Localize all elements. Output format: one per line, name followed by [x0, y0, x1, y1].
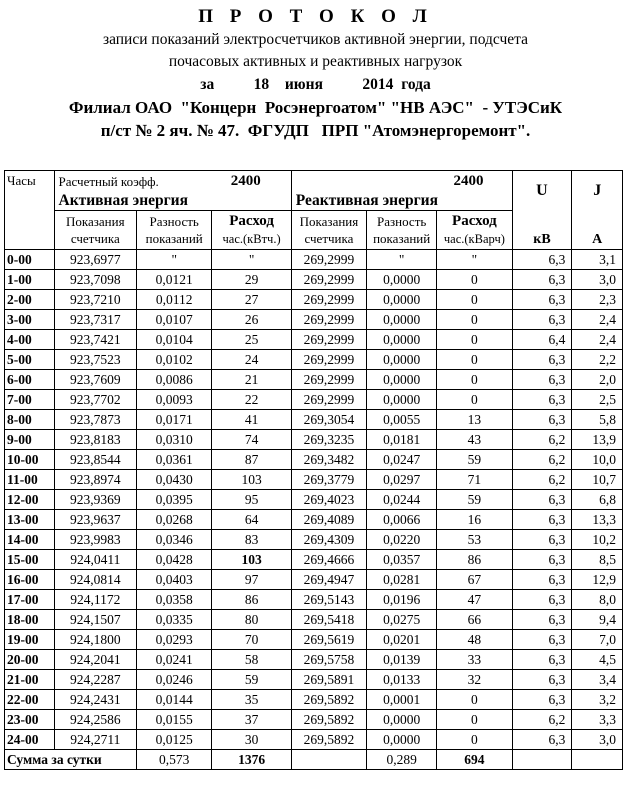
- reactive-reading-cell: 269,4947: [291, 570, 366, 590]
- total-active-consumption: 1376: [212, 750, 291, 770]
- protocol-title: П Р О Т О К О Л: [198, 6, 433, 27]
- hour-cell: 16-00: [5, 570, 55, 590]
- table-row: [5, 710, 623, 730]
- current-cell: 10,0: [572, 450, 623, 470]
- active-reading-cell: 923,7702: [54, 390, 137, 410]
- voltage-cell: 6,3: [512, 690, 572, 710]
- active-reading-cell: 923,9369: [54, 490, 137, 510]
- hour-cell: 3-00: [5, 310, 55, 330]
- voltage-cell: 6,3: [512, 730, 572, 750]
- reactive-diff-cell: 0,0139: [367, 650, 437, 670]
- voltage-cell: 6,4: [512, 330, 572, 350]
- reactive-diff-cell: 0,0281: [367, 570, 437, 590]
- reactive-diff-cell: 0,0000: [367, 710, 437, 730]
- active-reading-cell: 924,1172: [54, 590, 137, 610]
- table-row: [5, 490, 623, 510]
- reactive-coef-cell: [291, 171, 512, 192]
- active-consumption-cell: 26: [212, 310, 291, 330]
- reactive-diff-cell: 0,0244: [367, 490, 437, 510]
- voltage-cell: 6,2: [512, 470, 572, 490]
- active-consumption-cell: 58: [212, 650, 291, 670]
- active-consumption-cell: 97: [212, 570, 291, 590]
- protocol-date: [0, 73, 631, 96]
- current-cell: 3,1: [572, 250, 623, 270]
- current-cell: 13,9: [572, 430, 623, 450]
- coef-label: Расчетный коэфф.: [58, 173, 159, 189]
- active-diff-cell: 0,0361: [137, 450, 212, 470]
- reactive-consumption-cell: 0: [437, 330, 512, 350]
- table-row: [5, 690, 623, 710]
- reactive-reading-cell: 269,2999: [291, 370, 366, 390]
- active-diff-cell: 0,0112: [137, 290, 212, 310]
- table-row: [5, 270, 623, 290]
- active-reading-cell: 924,1800: [54, 630, 137, 650]
- voltage-cell: 6,3: [512, 650, 572, 670]
- active-consumption-cell: 86: [212, 590, 291, 610]
- reactive-diff-cell: ": [367, 250, 437, 270]
- table-row: [5, 510, 623, 530]
- active-consumption-cell: 70: [212, 630, 291, 650]
- voltage-cell: 6,3: [512, 670, 572, 690]
- reactive-reading-cell: 269,5143: [291, 590, 366, 610]
- empty-cell: [572, 750, 623, 770]
- branch-line: Филиал ОАО "Концерн Росэнергоатом" "НВ АЭС" - УТЭСиК: [68, 98, 563, 117]
- voltage-cell: 6,2: [512, 710, 572, 730]
- voltage-cell: 6,3: [512, 350, 572, 370]
- reactive-diff-cell: 0,0000: [367, 730, 437, 750]
- table-row: [5, 530, 623, 550]
- table-row: [5, 390, 623, 410]
- active-reading-cell: 924,0814: [54, 570, 137, 590]
- hour-cell: 6-00: [5, 370, 55, 390]
- active-reading-cell: 923,8183: [54, 430, 137, 450]
- reactive-diff-cell: 0,0000: [367, 330, 437, 350]
- reactive-reading-cell: 269,4309: [291, 530, 366, 550]
- active-reading-cell: 923,7317: [54, 310, 137, 330]
- active-diff-cell: 0,0155: [137, 710, 212, 730]
- hour-cell: 0-00: [5, 250, 55, 270]
- hour-cell: 4-00: [5, 330, 55, 350]
- reactive-reading-cell: 269,3054: [291, 410, 366, 430]
- current-cell: 8,0: [572, 590, 623, 610]
- table-row: [5, 630, 623, 650]
- hour-cell: 20-00: [5, 650, 55, 670]
- hour-cell: 8-00: [5, 410, 55, 430]
- hour-cell: 9-00: [5, 430, 55, 450]
- reactive-diff-cell: 0,0181: [367, 430, 437, 450]
- current-cell: 4,5: [572, 650, 623, 670]
- active-consumption-cell: 27: [212, 290, 291, 310]
- reactive-reading-cell: 269,4023: [291, 490, 366, 510]
- voltage-cell: 6,2: [512, 430, 572, 450]
- active-reading-cell: 923,7873: [54, 410, 137, 430]
- active-energy-title: Активная энергия: [54, 191, 291, 211]
- hour-cell: 11-00: [5, 470, 55, 490]
- active-diff-cell: 0,0241: [137, 650, 212, 670]
- hour-cell: 1-00: [5, 270, 55, 290]
- reactive-consumption-cell: 13: [437, 410, 512, 430]
- reactive-reading-cell: 269,5758: [291, 650, 366, 670]
- table-row: [5, 550, 623, 570]
- reactive-consumption-cell: 86: [437, 550, 512, 570]
- current-cell: 7,0: [572, 630, 623, 650]
- table-row: [5, 570, 623, 590]
- reactive-diff-cell: 0,0066: [367, 510, 437, 530]
- active-consumption-cell: 24: [212, 350, 291, 370]
- reactive-consumption-cell: 0: [437, 290, 512, 310]
- active-diff-cell: 0,0246: [137, 670, 212, 690]
- reactive-consumption-cell: 16: [437, 510, 512, 530]
- reactive-reading-cell: 269,2999: [291, 390, 366, 410]
- table-row: [5, 290, 623, 310]
- active-reading-cell: 923,9983: [54, 530, 137, 550]
- date-month: июня: [284, 76, 323, 93]
- totals-label: Сумма за сутки: [5, 750, 137, 770]
- reactive-reading-cell: 269,5619: [291, 630, 366, 650]
- hour-cell: 15-00: [5, 550, 55, 570]
- reactive-diff-cell: 0,0055: [367, 410, 437, 430]
- header-row-3: [5, 211, 623, 250]
- active-consumption-cell: ": [212, 250, 291, 270]
- reactive-diff-cell: 0,0201: [367, 630, 437, 650]
- reactive-consumption-cell: 53: [437, 530, 512, 550]
- active-reading-cell: 923,8974: [54, 470, 137, 490]
- active-reading-cell: 924,2287: [54, 670, 137, 690]
- date-prefix: за: [200, 76, 215, 93]
- active-diff-header: Разность показаний: [137, 211, 212, 250]
- protocol-subtitle-line1: записи показаний электросчетчиков активной энергии, подсчета: [102, 31, 529, 48]
- hour-cell: 10-00: [5, 450, 55, 470]
- reactive-diff-cell: 0,0196: [367, 590, 437, 610]
- j-header: J: [572, 171, 623, 211]
- reactive-consumption-cell: 0: [437, 270, 512, 290]
- reactive-consumption-cell: 0: [437, 710, 512, 730]
- reactive-consumption-cell: 59: [437, 490, 512, 510]
- protocol-subtitle-line2: почасовых активных и реактивных нагрузок: [168, 53, 463, 70]
- active-consumption-cell: 64: [212, 510, 291, 530]
- reactive-reading-cell: 269,3235: [291, 430, 366, 450]
- table-row: [5, 310, 623, 330]
- active-reading-cell: 923,9637: [54, 510, 137, 530]
- current-cell: 2,0: [572, 370, 623, 390]
- reactive-consumption-cell: 0: [437, 310, 512, 330]
- date-year: 2014 года: [362, 76, 431, 93]
- reactive-reading-cell: 269,4089: [291, 510, 366, 530]
- hour-cell: 18-00: [5, 610, 55, 630]
- reactive-diff-cell: 0,0000: [367, 290, 437, 310]
- voltage-cell: 6,3: [512, 510, 572, 530]
- reactive-diff-cell: 0,0000: [367, 350, 437, 370]
- u-unit: кВ: [512, 211, 572, 250]
- hour-cell: 21-00: [5, 670, 55, 690]
- active-reading-cell: 923,6977: [54, 250, 137, 270]
- active-consumption-cell: 83: [212, 530, 291, 550]
- current-cell: 13,3: [572, 510, 623, 530]
- reactive-diff-cell: 0,0000: [367, 370, 437, 390]
- reactive-diff-cell: 0,0000: [367, 310, 437, 330]
- active-reading-cell: 924,2586: [54, 710, 137, 730]
- reactive-reading-cell: 269,2999: [291, 290, 366, 310]
- current-cell: 5,8: [572, 410, 623, 430]
- active-coef-value: 2400: [230, 172, 261, 189]
- voltage-cell: 6,3: [512, 250, 572, 270]
- hour-cell: 19-00: [5, 630, 55, 650]
- hour-cell: 5-00: [5, 350, 55, 370]
- reactive-consumption-cell: 71: [437, 470, 512, 490]
- active-diff-cell: 0,0171: [137, 410, 212, 430]
- current-cell: 2,4: [572, 310, 623, 330]
- reactive-consumption-cell: 67: [437, 570, 512, 590]
- current-cell: 9,4: [572, 610, 623, 630]
- reactive-diff-cell: 0,0297: [367, 470, 437, 490]
- active-diff-cell: 0,0268: [137, 510, 212, 530]
- active-consumption-cell: 21: [212, 370, 291, 390]
- active-reading-cell: 923,7523: [54, 350, 137, 370]
- hour-cell: 14-00: [5, 530, 55, 550]
- active-consumption-cell: 103: [212, 470, 291, 490]
- voltage-cell: 6,3: [512, 550, 572, 570]
- active-reading-cell: 924,2431: [54, 690, 137, 710]
- current-cell: 10,2: [572, 530, 623, 550]
- active-diff-cell: 0,0086: [137, 370, 212, 390]
- active-consumption-cell: 87: [212, 450, 291, 470]
- hour-cell: 13-00: [5, 510, 55, 530]
- table-row: [5, 430, 623, 450]
- reactive-diff-cell: 0,0275: [367, 610, 437, 630]
- active-diff-cell: 0,0335: [137, 610, 212, 630]
- table-row: [5, 250, 623, 270]
- hour-cell: 2-00: [5, 290, 55, 310]
- reactive-diff-cell: 0,0000: [367, 270, 437, 290]
- empty-cell: [291, 750, 366, 770]
- active-consumption-cell: 30: [212, 730, 291, 750]
- hour-cell: 24-00: [5, 730, 55, 750]
- hour-cell: 7-00: [5, 390, 55, 410]
- hours-header: Часы: [5, 171, 55, 250]
- current-cell: 3,0: [572, 270, 623, 290]
- totals-row: [5, 750, 623, 770]
- hour-cell: 17-00: [5, 590, 55, 610]
- active-reading-cell: 924,2711: [54, 730, 137, 750]
- table-row: [5, 470, 623, 490]
- reactive-consumption-cell: 0: [437, 730, 512, 750]
- reactive-reading-cell: 269,2999: [291, 330, 366, 350]
- current-cell: 2,3: [572, 290, 623, 310]
- table-row: [5, 370, 623, 390]
- reactive-diff-cell: 0,0133: [367, 670, 437, 690]
- voltage-cell: 6,3: [512, 390, 572, 410]
- voltage-cell: 6,3: [512, 490, 572, 510]
- voltage-cell: 6,3: [512, 310, 572, 330]
- total-reactive-consumption: 694: [437, 750, 512, 770]
- current-cell: 2,4: [572, 330, 623, 350]
- active-diff-cell: 0,0403: [137, 570, 212, 590]
- reactive-consumption-cell: 43: [437, 430, 512, 450]
- active-reading-cell: 923,7609: [54, 370, 137, 390]
- active-consumption-cell: 95: [212, 490, 291, 510]
- reactive-reading-cell: 269,2999: [291, 270, 366, 290]
- active-reading-cell: 924,1507: [54, 610, 137, 630]
- table-row: [5, 350, 623, 370]
- reactive-reading-cell: 269,5891: [291, 670, 366, 690]
- active-consumption-cell: 59: [212, 670, 291, 690]
- active-consumption-cell: 74: [212, 430, 291, 450]
- reactive-reading-cell: 269,2999: [291, 250, 366, 270]
- hour-cell: 23-00: [5, 710, 55, 730]
- date-day: 18: [253, 76, 270, 93]
- current-cell: 10,7: [572, 470, 623, 490]
- reactive-consumption-cell: 59: [437, 450, 512, 470]
- table-row: [5, 650, 623, 670]
- active-reading-cell: 924,2041: [54, 650, 137, 670]
- reactive-consumption-cell: 32: [437, 670, 512, 690]
- table-row: [5, 590, 623, 610]
- table-row: [5, 410, 623, 430]
- reactive-consumption-cell: 33: [437, 650, 512, 670]
- active-reading-cell: 923,7210: [54, 290, 137, 310]
- u-header: U: [512, 171, 572, 211]
- active-diff-cell: ": [137, 250, 212, 270]
- header-row-1: [5, 171, 623, 192]
- active-diff-cell: 0,0107: [137, 310, 212, 330]
- readings-table: [4, 170, 623, 770]
- active-diff-cell: 0,0102: [137, 350, 212, 370]
- active-diff-cell: 0,0104: [137, 330, 212, 350]
- voltage-cell: 6,3: [512, 410, 572, 430]
- active-reading-cell: 923,7421: [54, 330, 137, 350]
- reactive-consumption-cell: 0: [437, 370, 512, 390]
- active-consumption-header: Расход час.(кВтч.): [212, 211, 291, 250]
- active-consumption-cell: 29: [212, 270, 291, 290]
- reactive-reading-cell: 269,2999: [291, 350, 366, 370]
- current-cell: 3,0: [572, 730, 623, 750]
- reactive-diff-cell: 0,0220: [367, 530, 437, 550]
- j-unit: А: [572, 211, 623, 250]
- current-cell: 6,8: [572, 490, 623, 510]
- active-diff-cell: 0,0093: [137, 390, 212, 410]
- reactive-energy-title: Реактивная энергия: [291, 191, 512, 211]
- reactive-reading-cell: 269,4666: [291, 550, 366, 570]
- current-cell: 3,3: [572, 710, 623, 730]
- active-reading-cell: 923,8544: [54, 450, 137, 470]
- active-diff-cell: 0,0395: [137, 490, 212, 510]
- current-cell: 3,4: [572, 670, 623, 690]
- hour-cell: 12-00: [5, 490, 55, 510]
- active-diff-cell: 0,0125: [137, 730, 212, 750]
- empty-cell: [512, 750, 572, 770]
- current-cell: 8,5: [572, 550, 623, 570]
- reactive-reading-cell: 269,2999: [291, 310, 366, 330]
- voltage-cell: 6,3: [512, 570, 572, 590]
- active-diff-cell: 0,0428: [137, 550, 212, 570]
- active-diff-cell: 0,0310: [137, 430, 212, 450]
- reactive-diff-cell: 0,0001: [367, 690, 437, 710]
- active-reading-cell: 923,7098: [54, 270, 137, 290]
- voltage-cell: 6,3: [512, 290, 572, 310]
- current-cell: 2,2: [572, 350, 623, 370]
- table-row: [5, 730, 623, 750]
- active-diff-cell: 0,0358: [137, 590, 212, 610]
- reactive-consumption-header: Расход час.(кВарч): [437, 211, 512, 250]
- voltage-cell: 6,3: [512, 270, 572, 290]
- active-reading-cell: 924,0411: [54, 550, 137, 570]
- active-consumption-cell: 37: [212, 710, 291, 730]
- voltage-cell: 6,3: [512, 630, 572, 650]
- reactive-diff-cell: 0,0357: [367, 550, 437, 570]
- active-diff-cell: 0,0346: [137, 530, 212, 550]
- voltage-cell: 6,3: [512, 370, 572, 390]
- reactive-diff-header: Разность показаний: [367, 211, 437, 250]
- reactive-diff-cell: 0,0000: [367, 390, 437, 410]
- voltage-cell: 6,2: [512, 450, 572, 470]
- reactive-reading-cell: 269,5892: [291, 710, 366, 730]
- active-consumption-cell: 22: [212, 390, 291, 410]
- reactive-consumption-cell: 66: [437, 610, 512, 630]
- current-cell: 12,9: [572, 570, 623, 590]
- total-reactive-diff: 0,289: [367, 750, 437, 770]
- active-readings-header: Показания счетчика: [54, 211, 137, 250]
- reactive-consumption-cell: 0: [437, 390, 512, 410]
- active-consumption-cell: 103: [212, 550, 291, 570]
- reactive-consumption-cell: 47: [437, 590, 512, 610]
- table-row: [5, 330, 623, 350]
- voltage-cell: 6,3: [512, 610, 572, 630]
- reactive-diff-cell: 0,0247: [367, 450, 437, 470]
- active-consumption-cell: 80: [212, 610, 291, 630]
- active-coef-cell: [54, 171, 291, 192]
- substation-line: п/ст № 2 яч. № 47. ФГУДП ПРП "Атомэнергоремонт".: [100, 121, 531, 140]
- reactive-reading-cell: 269,5892: [291, 730, 366, 750]
- reactive-reading-cell: 269,3482: [291, 450, 366, 470]
- reactive-coef-value: 2400: [453, 173, 484, 189]
- reactive-reading-cell: 269,5418: [291, 610, 366, 630]
- reactive-consumption-cell: 0: [437, 690, 512, 710]
- reactive-consumption-cell: ": [437, 250, 512, 270]
- table-row: [5, 610, 623, 630]
- hour-cell: 22-00: [5, 690, 55, 710]
- total-active-diff: 0,573: [137, 750, 212, 770]
- reactive-consumption-cell: 0: [437, 350, 512, 370]
- protocol-header: [0, 0, 631, 142]
- reactive-consumption-cell: 48: [437, 630, 512, 650]
- active-consumption-cell: 35: [212, 690, 291, 710]
- active-diff-cell: 0,0144: [137, 690, 212, 710]
- reactive-reading-cell: 269,3779: [291, 470, 366, 490]
- table-row: [5, 450, 623, 470]
- active-diff-cell: 0,0430: [137, 470, 212, 490]
- active-diff-cell: 0,0293: [137, 630, 212, 650]
- active-consumption-cell: 41: [212, 410, 291, 430]
- current-cell: 3,2: [572, 690, 623, 710]
- current-cell: 2,5: [572, 390, 623, 410]
- voltage-cell: 6,3: [512, 530, 572, 550]
- reactive-readings-header: Показания счетчика: [291, 211, 366, 250]
- reactive-reading-cell: 269,5892: [291, 690, 366, 710]
- active-consumption-cell: 25: [212, 330, 291, 350]
- voltage-cell: 6,3: [512, 590, 572, 610]
- active-diff-cell: 0,0121: [137, 270, 212, 290]
- table-row: [5, 670, 623, 690]
